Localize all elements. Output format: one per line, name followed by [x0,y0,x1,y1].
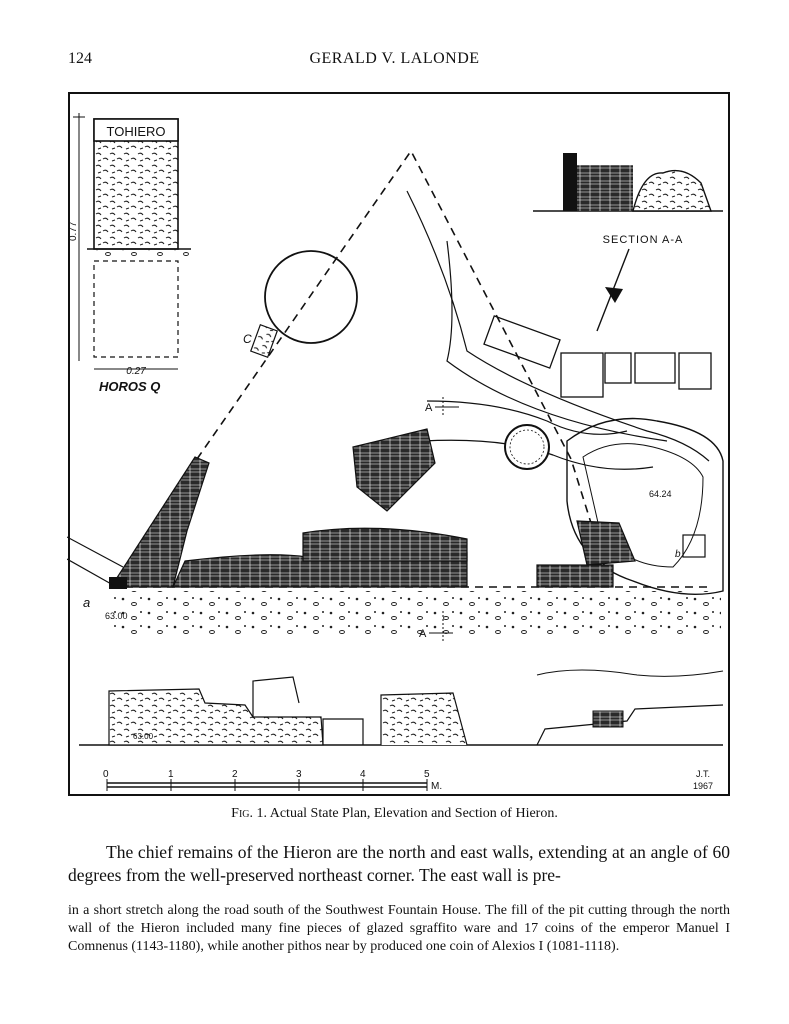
round-pit [265,251,357,343]
ground-hatch [111,591,721,639]
scale-tick-2: 2 [232,769,238,780]
footnote-text: in a short stretch along the road south of the Southwest Fountain House. The fill of the pit cutting through the north wall of the Hieron included many fine pieces of glazed sgraffito ware and 17 coins of the emperor Manuel I Comnenus (1143-1180), while another pithos near by produced one coin of Alexios I (1081-1118). [68,903,730,954]
section-title: SECTION A-A [602,234,684,246]
footnote [68,902,730,956]
label-b: b [675,549,681,560]
svg-text:A: A [425,402,433,414]
horos-inscription: TOHIERO [106,124,166,139]
scale-tick-3: 3 [296,769,302,780]
wall-masonry [67,429,635,589]
scale-tick-4: 4 [360,769,366,780]
elevation-corner: 63.00 [105,611,128,621]
elevation-point: 64.24 [649,489,672,499]
label-c: C [243,332,252,346]
body-paragraph: The chief remains of the Hieron are the north and east walls, extending at an angle of 60 degrees from the well-preserved northeast corner. The east wall is pre- [68,842,730,885]
figure-plan [67,91,731,797]
figure-caption [0,806,789,822]
drawing-year: 1967 [692,781,714,791]
scale-tick-5: 5 [424,769,430,780]
section-drawing [533,153,723,246]
caption-figure-label: Fig. 1. [231,806,267,821]
horos-height: 0.77 [68,221,79,241]
horos-stone-drawing [68,113,191,394]
drafter-initials: J.T. [695,769,711,779]
horos-width: 0.27 [126,366,146,377]
horos-label: HOROS Q [99,379,161,394]
elevation-profile [79,670,723,745]
scale-tick-1: 1 [168,769,174,780]
running-head: GERALD V. LALONDE [309,50,480,67]
page-number: 124 [68,50,92,67]
reconstruction-lines [125,151,707,587]
caption-text: Actual State Plan, Elevation and Section of Hieron. [269,806,558,821]
elevation-profile-label: 63.00 [133,732,154,741]
scale-unit: M. [431,781,443,792]
label-a: a [83,595,91,610]
body-text [68,841,730,887]
scale-bar [103,769,442,792]
plan-drawing [67,91,731,797]
scale-tick-0: 0 [103,769,109,780]
north-arrow [597,249,629,331]
page-header [0,50,789,74]
section-marker-top [425,397,459,417]
